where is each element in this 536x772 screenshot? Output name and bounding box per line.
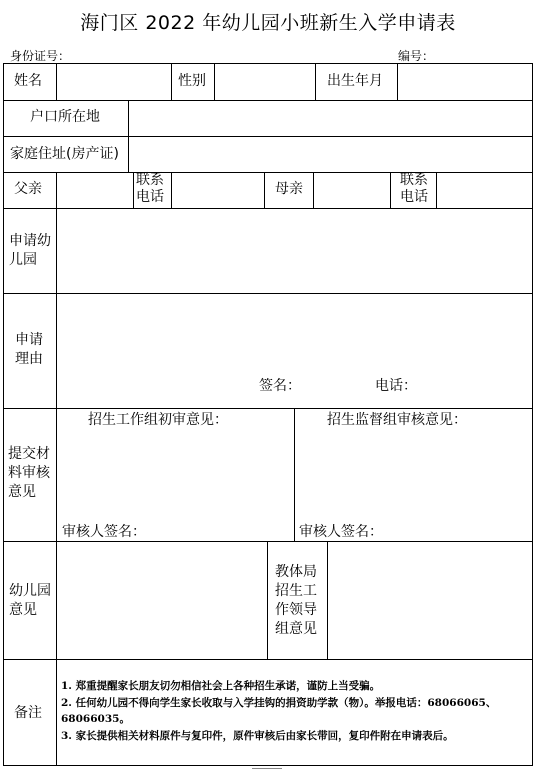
bureau-opinion-label: 教体局招生工作领导组意见	[275, 564, 317, 637]
father-label: 父亲	[14, 181, 42, 197]
remarks-label: 备注	[14, 705, 42, 721]
remarks-list	[61, 678, 531, 744]
household-field[interactable]	[129, 101, 532, 136]
form-title: 海门区 2022 年幼儿园小班新生入学申请表	[80, 12, 456, 34]
apply-kindergarten-field[interactable]	[57, 209, 532, 293]
father-phone-label: 联系电话	[136, 172, 164, 205]
remark-item-2: 2. 任何幼儿园不得向学生家长收取与入学挂钩的捐资助学款（物）。举报电话：68066065、68066035。	[61, 696, 497, 725]
address-label: 家庭住址(房产证)	[10, 146, 119, 162]
page-footer-mark	[252, 768, 282, 769]
gender-label: 性别	[178, 73, 206, 89]
recruit-opinion-label: 招生工作组初审意见：	[88, 412, 228, 428]
apply-kindergarten-label: 申请幼儿园	[9, 233, 51, 268]
gender-field[interactable]	[215, 64, 315, 100]
name-field[interactable]	[57, 64, 171, 100]
father-phone-field[interactable]	[172, 173, 264, 208]
supervise-opinion-label: 招生监督组审核意见：	[327, 412, 467, 428]
name-label: 姓名	[14, 73, 42, 89]
bureau-opinion-field[interactable]	[328, 542, 532, 659]
remark-item-3: 3. 家长提供相关材料原件与复印件，原件审核后由家长带回，复印件附在申请表后。	[61, 729, 454, 742]
review-label: 提交材料审核意见	[8, 446, 50, 500]
mother-label: 母亲	[275, 181, 303, 197]
remark-item-1: 1. 郑重提醒家长朋友切勿相信社会上各种招生承诺，谨防上当受骗。	[61, 680, 381, 692]
household-label: 户口所在地	[30, 109, 100, 125]
birth-date-field[interactable]	[398, 64, 532, 100]
father-field[interactable]	[57, 173, 133, 208]
signature-label: 签名：	[259, 378, 301, 394]
kindergarten-opinion-label: 幼儿园意见	[9, 583, 51, 618]
mother-phone-label: 联系电话	[400, 172, 428, 205]
apply-reason-label: 申请理由	[15, 332, 43, 367]
reviewer-sign-label-2: 审核人签名：	[299, 524, 383, 540]
address-field[interactable]	[129, 137, 532, 172]
recruit-opinion-field[interactable]	[57, 431, 294, 519]
mother-field[interactable]	[314, 173, 390, 208]
supervise-opinion-field[interactable]	[295, 431, 532, 519]
birth-date-label: 出生年月	[327, 73, 383, 89]
reviewer-sign-label-1: 审核人签名：	[62, 524, 146, 540]
kindergarten-opinion-field[interactable]	[57, 542, 267, 659]
serial-number-label: 编号：	[398, 49, 435, 63]
phone-label: 电话：	[375, 378, 417, 394]
mother-phone-field[interactable]	[437, 173, 532, 208]
id-number-label: 身份证号：	[10, 49, 71, 63]
